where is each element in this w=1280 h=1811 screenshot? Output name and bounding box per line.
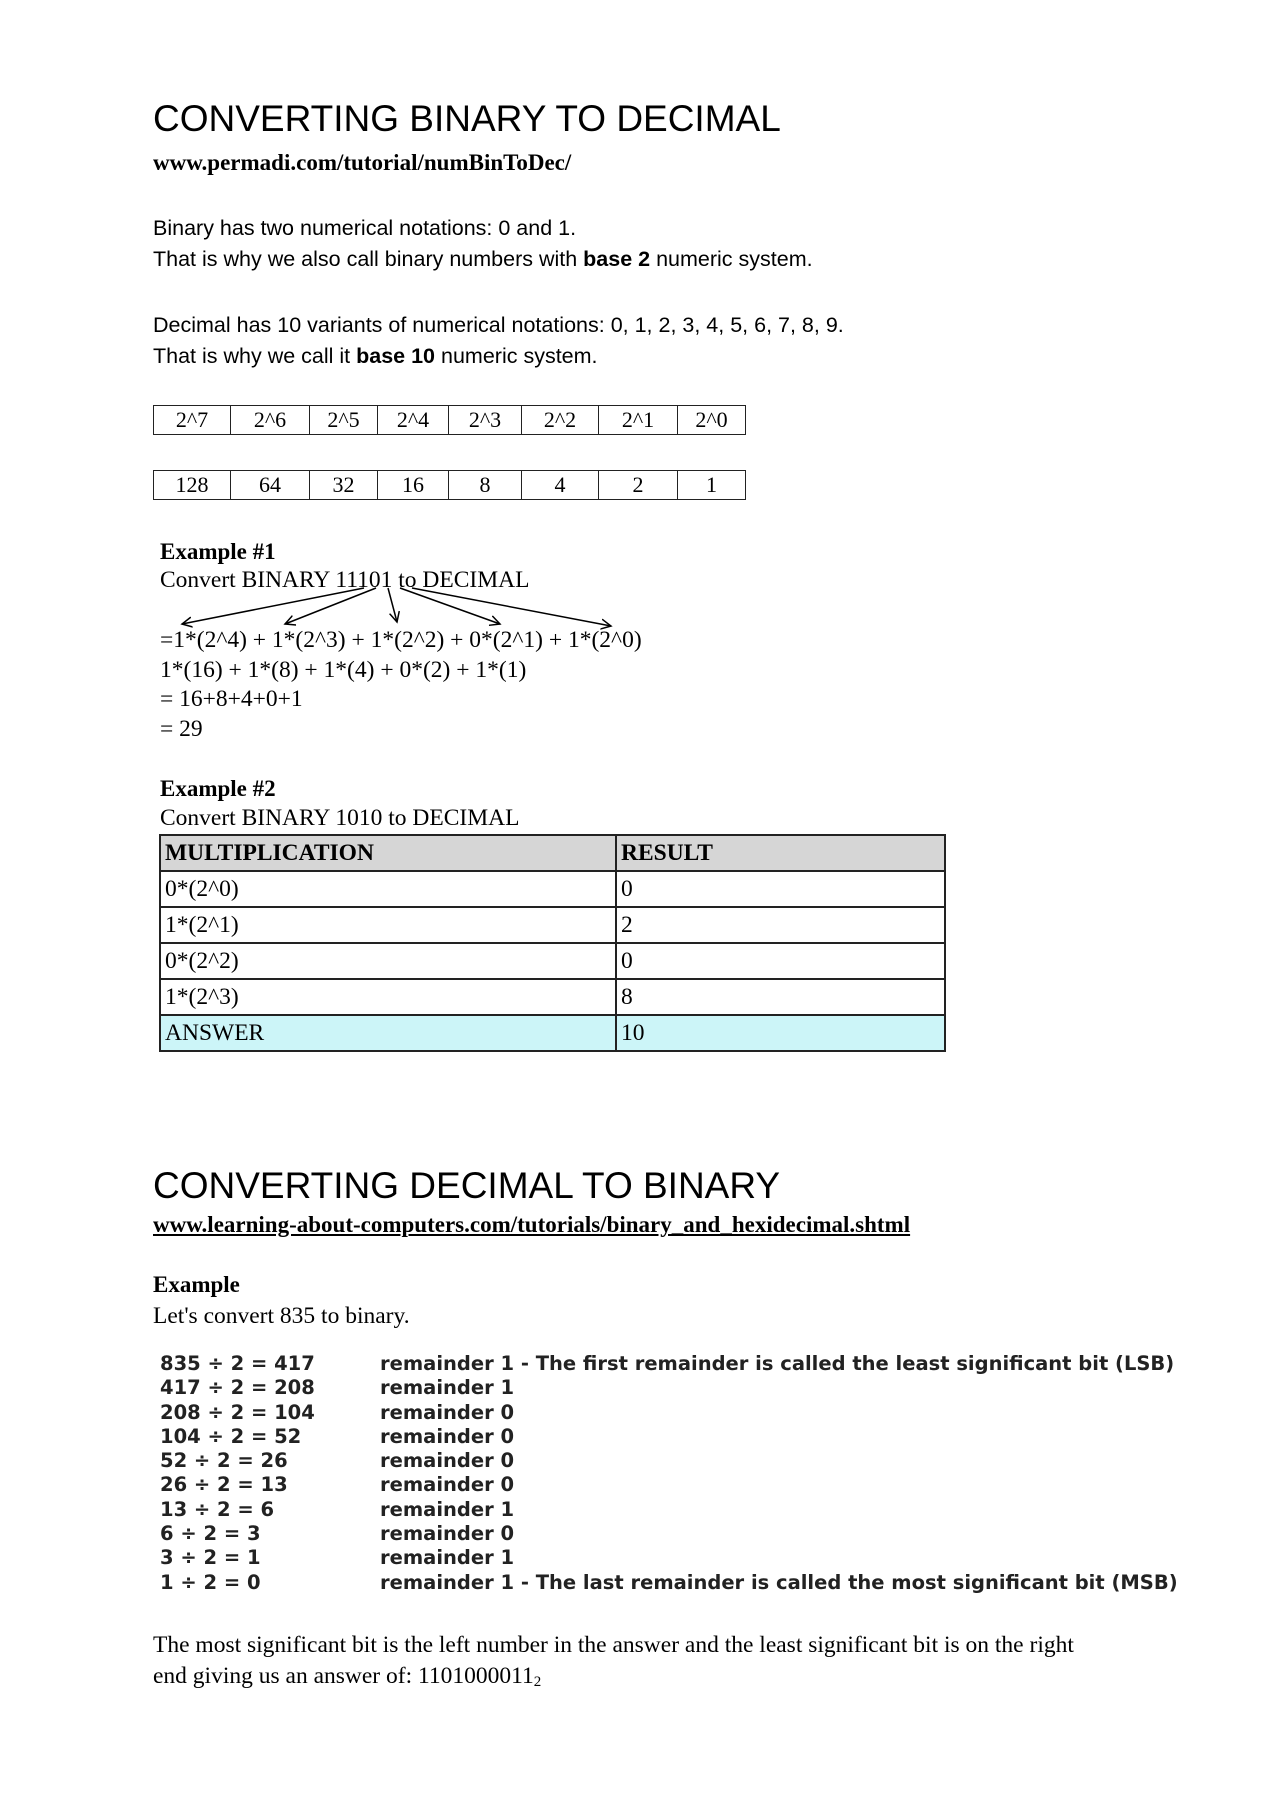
section1-title: CONVERTING BINARY TO DECIMAL <box>153 98 781 139</box>
table-cell: 0*(2^2) <box>160 943 616 979</box>
table-cell: 0 <box>616 871 945 907</box>
division-equation: 52 ÷ 2 = 26 <box>160 1449 288 1473</box>
division-remainder: remainder 0 <box>380 1424 515 1448</box>
answer-value: 10 <box>616 1015 945 1051</box>
multiplication-table <box>159 834 946 1052</box>
arrow-line <box>412 588 611 626</box>
division-remainder: remainder 1 <box>380 1546 515 1570</box>
step-line: 1*(16) + 1*(8) + 1*(4) + 0*(2) + 1*(1) <box>160 656 527 683</box>
section1-source-url: www.permadi.com/tutorial/numBinToDec/ <box>153 150 572 175</box>
power-cell: 2^0 <box>678 406 746 435</box>
example1-title: Example #1 <box>160 539 276 564</box>
binary-line-1: Binary has two numerical notations: 0 and 1. <box>153 216 577 240</box>
example2-title: Example #2 <box>160 776 276 801</box>
value-cell: 16 <box>378 471 449 500</box>
division-remainder: remainder 0 <box>380 1473 515 1497</box>
division-remainder: remainder 1 <box>380 1497 515 1521</box>
table-cell: 0*(2^0) <box>160 871 616 907</box>
division-equation: 1 ÷ 2 = 0 <box>160 1570 261 1594</box>
power-cell: 2^3 <box>449 406 522 435</box>
division-equation: 13 ÷ 2 = 6 <box>160 1497 275 1521</box>
table-row <box>160 871 945 907</box>
division-remainder: remainder 1 <box>380 1376 515 1400</box>
division-equation: 6 ÷ 2 = 3 <box>160 1522 261 1546</box>
division-remainder: remainder 0 <box>380 1449 515 1473</box>
binary-line-2: That is why we also call binary numbers with base 2 numeric system. <box>153 247 813 271</box>
section2-example-title: Example <box>153 1272 240 1297</box>
arrow-line <box>400 588 500 624</box>
arrow-line <box>388 588 397 622</box>
value-cell: 1 <box>678 471 746 500</box>
base-subscript: 2 <box>533 1674 542 1690</box>
column-header: MULTIPLICATION <box>160 835 616 871</box>
division-equation: 417 ÷ 2 = 208 <box>160 1376 315 1400</box>
power-cell: 2^2 <box>522 406 599 435</box>
conclusion-line-2: end giving us an answer of: $1101000011_2$ <box>153 1663 542 1690</box>
division-remainder: remainder 1 - The first remainder is called the least significant bit (LSB) <box>380 1352 1175 1375</box>
power-cell: 2^6 <box>231 406 310 435</box>
value-cell: 8 <box>449 471 522 500</box>
example1-prompt: Convert BINARY 11101 to DECIMAL <box>160 567 530 593</box>
section2-example-prompt: Let's convert 835 to binary. <box>153 1303 410 1329</box>
value-cell: 2 <box>599 471 678 500</box>
division-equation: 3 ÷ 2 = 1 <box>160 1546 261 1570</box>
power-cell: 2^4 <box>378 406 449 435</box>
section2-title: CONVERTING DECIMAL TO BINARY <box>153 1165 781 1206</box>
column-header: RESULT <box>616 835 945 871</box>
value-cell: 128 <box>154 471 231 500</box>
table-cell: 1*(2^3) <box>160 979 616 1015</box>
division-equation: 835 ÷ 2 = 417 <box>160 1352 315 1375</box>
power-cell: 2^1 <box>599 406 678 435</box>
table-cell: 1*(2^1) <box>160 907 616 943</box>
arrow-line <box>182 588 364 624</box>
division-remainder: remainder 0 <box>380 1400 515 1424</box>
example2-prompt: Convert BINARY 1010 to DECIMAL <box>160 805 520 831</box>
table-row <box>160 979 945 1015</box>
power-cell: 2^7 <box>154 406 231 435</box>
division-equation: 104 ÷ 2 = 52 <box>160 1424 302 1448</box>
division-equation: 208 ÷ 2 = 104 <box>160 1400 315 1424</box>
decimal-line-1: Decimal has 10 variants of numerical notations: 0, 1, 2, 3, 4, 5, 6, 7, 8, 9. <box>153 313 844 337</box>
value-cell: 64 <box>231 471 310 500</box>
table-header-row <box>160 835 945 871</box>
step-line: = 16+8+4+0+1 <box>160 686 303 712</box>
value-cell: 4 <box>522 471 599 500</box>
conclusion <box>153 1630 1074 1698</box>
division-remainder: remainder 1 - The last remainder is called the most significant bit (MSB) <box>380 1570 1178 1594</box>
table-cell: 2 <box>616 907 945 943</box>
answer-label: ANSWER <box>160 1015 616 1051</box>
digit-arrows <box>0 0 1280 700</box>
value-cell: 32 <box>310 471 378 500</box>
arrow-line <box>285 588 376 624</box>
table-cell: 8 <box>616 979 945 1015</box>
table-cell: 0 <box>616 943 945 979</box>
answer-row <box>160 1015 945 1051</box>
conclusion-line-1: The most significant bit is the left number in the answer and the least significant bit is on the right <box>153 1632 1074 1658</box>
division-equation: 26 ÷ 2 = 13 <box>160 1473 288 1497</box>
decimal-line-2: That is why we call it base 10 numeric system. <box>153 344 598 368</box>
power-cell: 2^5 <box>310 406 378 435</box>
table-row <box>160 907 945 943</box>
division-remainder: remainder 0 <box>380 1522 515 1546</box>
table-row <box>160 943 945 979</box>
example1-steps <box>160 626 642 744</box>
step-line: = 29 <box>160 715 203 742</box>
section2-source-url: www.learning-about-computers.com/tutorials/binary_and_hexidecimal.shtml <box>153 1212 911 1237</box>
step-line: =1*(2^4) + 1*(2^3) + 1*(2^2) + 0*(2^1) + 1*(2^0) <box>160 627 642 653</box>
